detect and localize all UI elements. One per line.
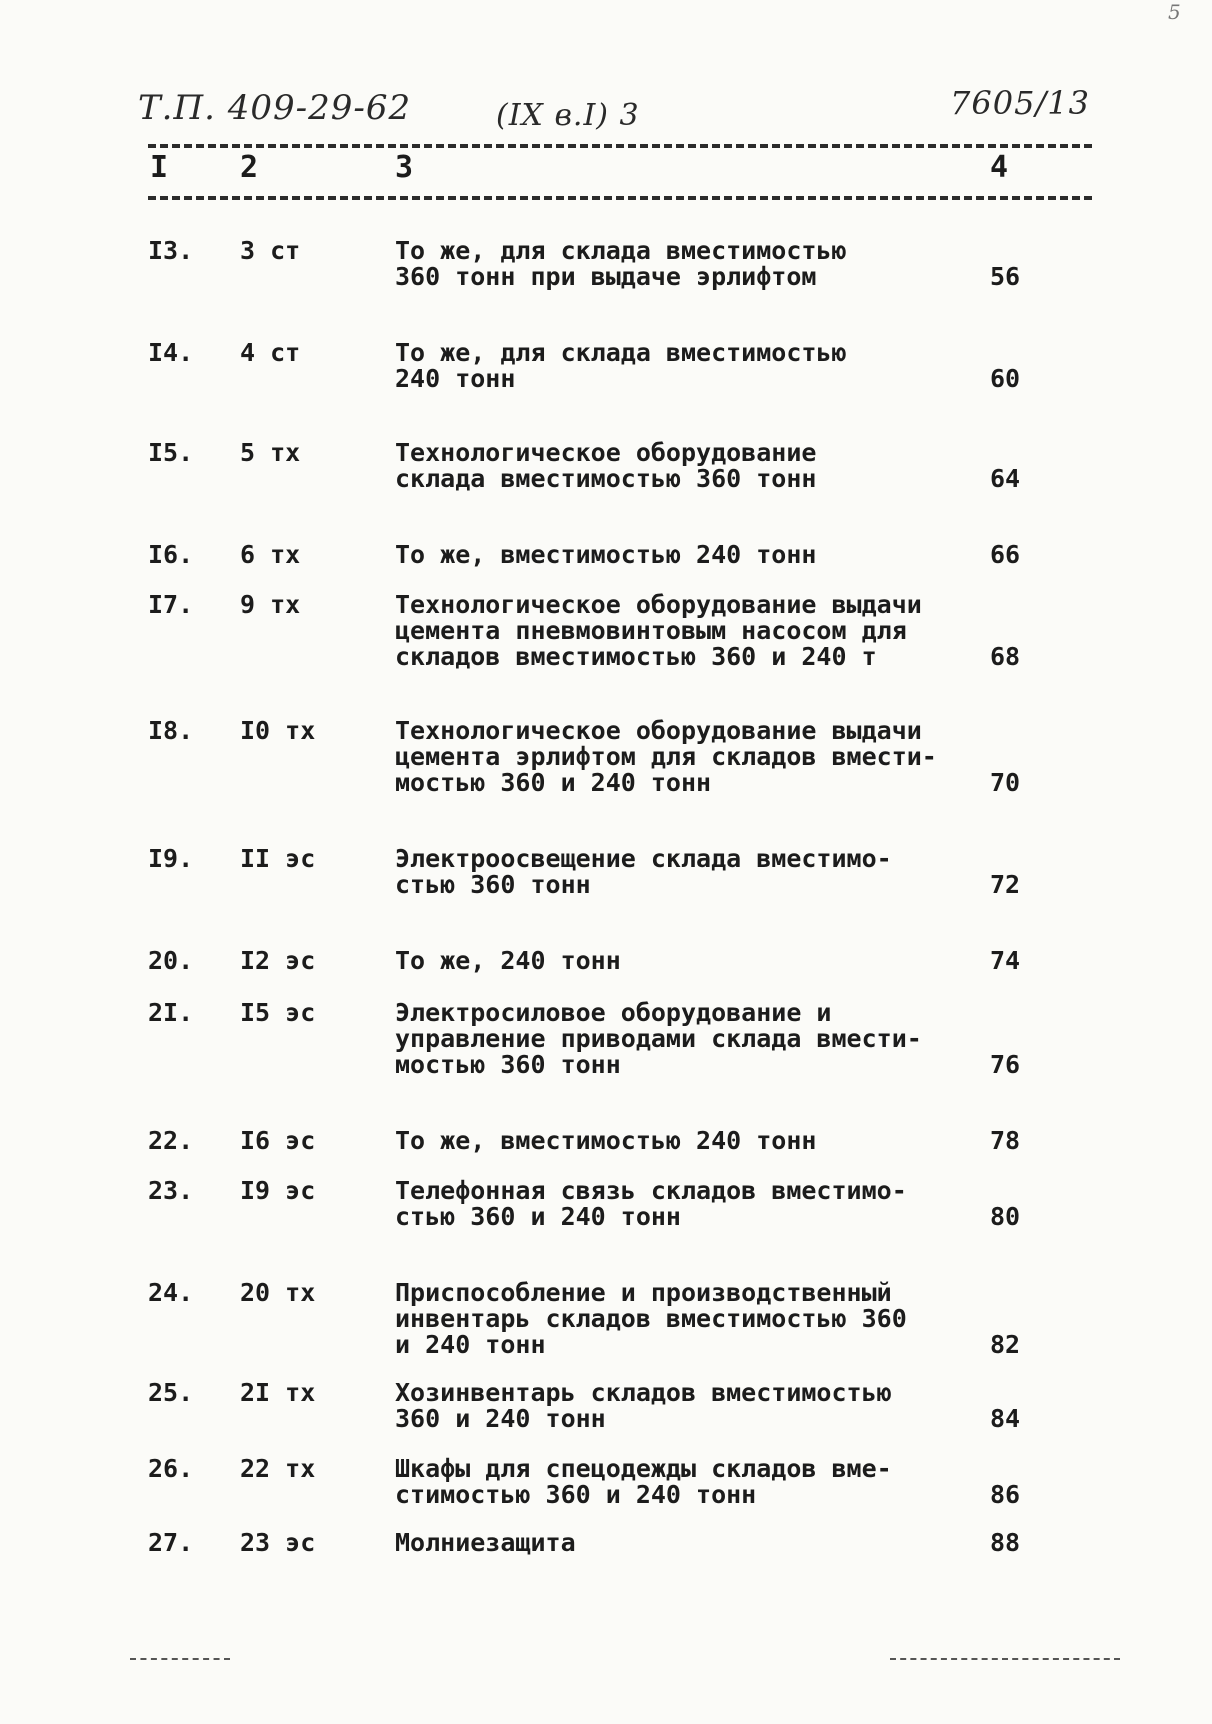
row-page: 88 (990, 1528, 1021, 1557)
row-title: Приспособление и производственный инвентарь складов вместимостью 360 и 240 тонн (395, 1278, 907, 1359)
row-number: I8. (148, 716, 194, 745)
row-title: То же, для склада вместимостью 240 тонн (395, 338, 847, 393)
row-title: Молниезащита (395, 1528, 576, 1557)
row-sheet: 22 тх (240, 1454, 316, 1483)
row-sheet: II эс (240, 844, 316, 873)
row-sheet: I6 эс (240, 1126, 316, 1155)
row-page: 60 (990, 364, 1021, 393)
row-title: Хозинвентарь складов вместимостью 360 и 240 тонн (395, 1378, 892, 1433)
row-sheet: 2I тх (240, 1378, 316, 1407)
row-sheet: 5 тх (240, 438, 301, 467)
row-sheet: 23 эс (240, 1528, 316, 1557)
row-page: 76 (990, 1050, 1021, 1079)
row-title: Технологическое оборудование склада вместимостью 360 тонн (395, 438, 817, 493)
footer-rule-left (130, 1658, 230, 1660)
row-sheet: 9 тх (240, 590, 301, 619)
row-sheet: I2 эс (240, 946, 316, 975)
row-title: Технологическое оборудование выдачи цемента пневмовинтовым насосом для складов вместимостью 360 и 240 т (395, 590, 922, 671)
row-page: 68 (990, 642, 1021, 671)
row-sheet: 20 тх (240, 1278, 316, 1307)
row-sheet: 4 ст (240, 338, 301, 367)
row-title: Телефонная связь складов вместимо- стью 360 и 240 тонн (395, 1176, 907, 1231)
doc-code: Т.П. 409-29-62 (138, 88, 412, 128)
row-page: 78 (990, 1126, 1021, 1155)
row-number: 23. (148, 1176, 194, 1205)
row-sheet: I5 эс (240, 998, 316, 1027)
row-number: I9. (148, 844, 194, 873)
column-header-2: 2 (240, 150, 259, 185)
header-bottom-rule (148, 196, 1092, 200)
row-title: Технологическое оборудование выдачи цемента эрлифтом для складов вмести- мостью 360 и 240 тонн (395, 716, 937, 797)
column-header-4: 4 (990, 150, 1009, 185)
row-title: То же, вместимостью 240 тонн (395, 1126, 817, 1155)
row-page: 74 (990, 946, 1021, 975)
row-number: 20. (148, 946, 194, 975)
column-header-1: I (150, 150, 169, 185)
row-page: 84 (990, 1404, 1021, 1433)
corner-mark: 5 (1168, 0, 1182, 24)
column-header-3: 3 (395, 150, 414, 185)
row-number: 26. (148, 1454, 194, 1483)
row-sheet: 3 ст (240, 236, 301, 265)
row-title: Электроосвещение склада вместимо- стью 360 тонн (395, 844, 892, 899)
row-number: I6. (148, 540, 194, 569)
row-sheet: I9 эс (240, 1176, 316, 1205)
row-page: 82 (990, 1330, 1021, 1359)
row-page: 80 (990, 1202, 1021, 1231)
row-number: I3. (148, 236, 194, 265)
section-mark: (IX в.I) 3 (496, 98, 640, 133)
row-title: То же, для склада вместимостью 360 тонн при выдаче эрлифтом (395, 236, 847, 291)
row-sheet: I0 тх (240, 716, 316, 745)
row-title: Шкафы для спецодежды складов вме- стимостью 360 и 240 тонн (395, 1454, 892, 1509)
row-page: 64 (990, 464, 1021, 493)
header-top-rule (148, 144, 1092, 148)
column-header-row (0, 150, 1212, 190)
row-number: I5. (148, 438, 194, 467)
row-number: 24. (148, 1278, 194, 1307)
row-title: Электросиловое оборудование и управление приводами склада вмести- мостью 360 тонн (395, 998, 922, 1079)
footer-rule-right (890, 1658, 1120, 1660)
row-page: 66 (990, 540, 1021, 569)
row-page: 56 (990, 262, 1021, 291)
row-title: То же, вместимостью 240 тонн (395, 540, 817, 569)
row-number: I4. (148, 338, 194, 367)
row-page: 72 (990, 870, 1021, 899)
row-page: 70 (990, 768, 1021, 797)
row-number: 25. (148, 1378, 194, 1407)
row-title: То же, 240 тонн (395, 946, 621, 975)
row-sheet: 6 тх (240, 540, 301, 569)
row-number: 2I. (148, 998, 194, 1027)
row-number: 22. (148, 1126, 194, 1155)
sheet-number: 7605/13 (950, 84, 1090, 122)
row-page: 86 (990, 1480, 1021, 1509)
row-number: 27. (148, 1528, 194, 1557)
row-number: I7. (148, 590, 194, 619)
